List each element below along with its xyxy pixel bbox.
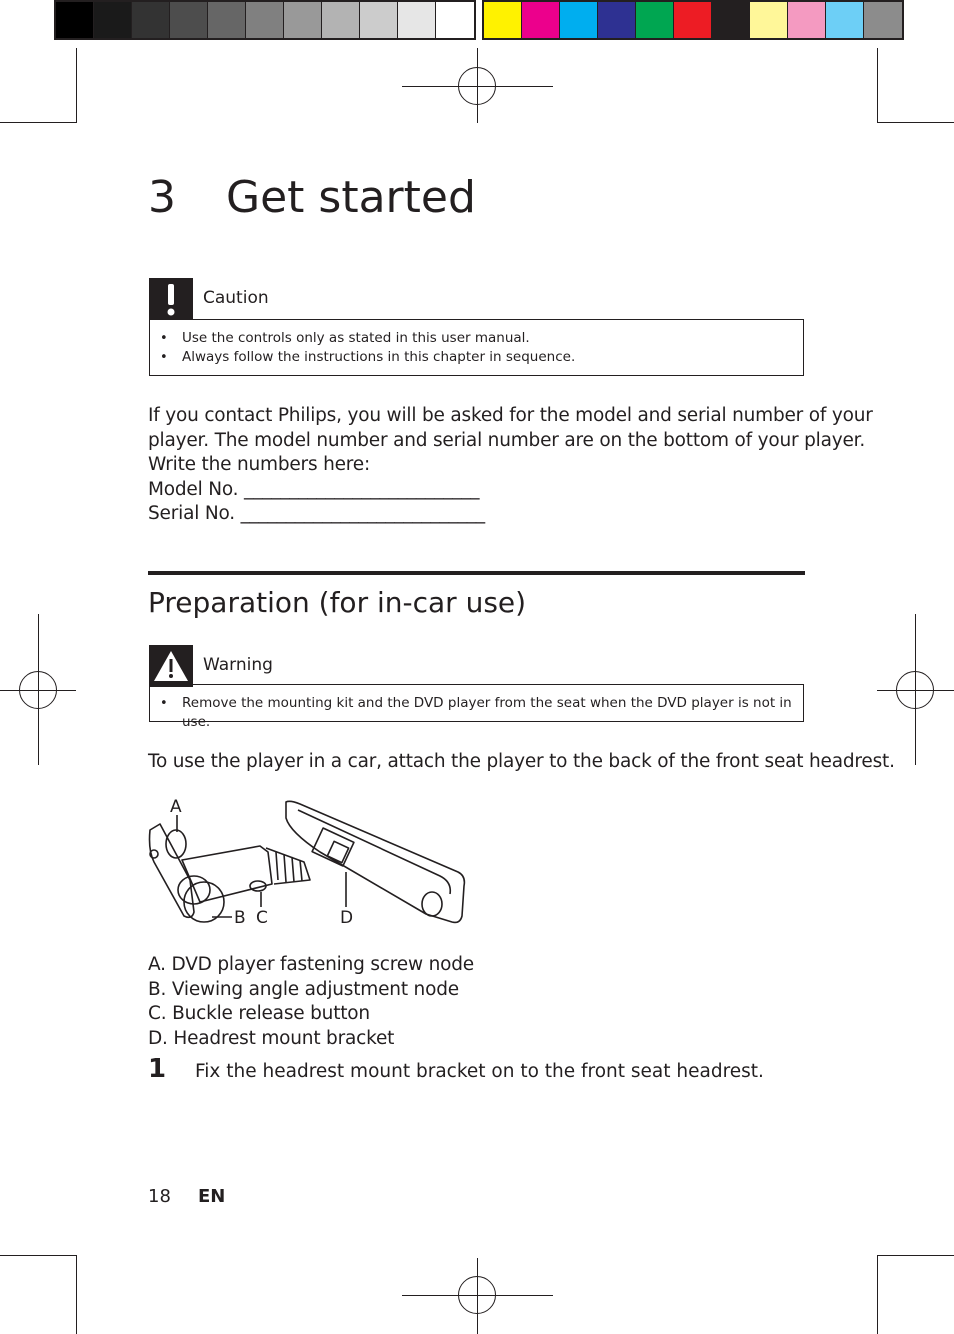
gray-swatch bbox=[436, 2, 474, 38]
exclamation-icon bbox=[149, 278, 193, 320]
gray-swatch bbox=[322, 2, 360, 38]
warning-icon-block bbox=[149, 645, 193, 687]
gray-swatch bbox=[170, 2, 208, 38]
gray-swatch bbox=[56, 2, 94, 38]
crop-mark bbox=[877, 1255, 954, 1256]
gray-swatch bbox=[360, 2, 398, 38]
crop-mark bbox=[877, 122, 954, 123]
crop-mark bbox=[76, 1255, 77, 1334]
callout-d: D bbox=[340, 908, 354, 928]
callout-c: C bbox=[256, 908, 268, 928]
crop-mark bbox=[0, 122, 77, 123]
caution-item: • Always follow the instructions in this chapter in sequence. bbox=[150, 348, 803, 367]
color-swatch bbox=[636, 2, 674, 38]
color-swatch bbox=[522, 2, 560, 38]
color-swatch bbox=[864, 2, 902, 38]
gray-swatch bbox=[398, 2, 436, 38]
callout-a: A bbox=[170, 797, 182, 817]
section-title: Preparation (for in-car use) bbox=[148, 586, 527, 619]
step-number: 1 bbox=[148, 1054, 167, 1084]
headrest-mount-illustration bbox=[140, 790, 480, 940]
registration-mark bbox=[915, 614, 916, 765]
crop-mark bbox=[0, 1255, 77, 1256]
color-swatch bbox=[598, 2, 636, 38]
color-swatch bbox=[826, 2, 864, 38]
arm-connector bbox=[266, 848, 310, 884]
grayscale-calibration-bar bbox=[54, 0, 476, 40]
color-swatch bbox=[712, 2, 750, 38]
legend-item: A. DVD player fastening screw node bbox=[148, 954, 474, 975]
section-rule bbox=[148, 571, 805, 575]
chapter-title: Get started bbox=[226, 172, 476, 223]
step-text: Fix the headrest mount bracket on to the front seat headrest. bbox=[195, 1061, 764, 1082]
caution-icon-block bbox=[149, 278, 193, 320]
intro-paragraph bbox=[148, 404, 873, 527]
crop-mark bbox=[76, 48, 77, 123]
model-number-field: Model No. __________________________ bbox=[148, 478, 480, 500]
intro-line: Write the numbers here: bbox=[148, 454, 371, 475]
intro-line: If you contact Philips, you will be asked for the model and serial number of your bbox=[148, 405, 873, 426]
color-swatch bbox=[484, 2, 522, 38]
viewing-angle-node bbox=[184, 882, 224, 922]
legend-item: D. Headrest mount bracket bbox=[148, 1027, 395, 1049]
gray-swatch bbox=[284, 2, 322, 38]
caution-item: • Use the controls only as stated in this user manual. bbox=[150, 329, 803, 348]
color-swatch bbox=[560, 2, 598, 38]
legend-item: B. Viewing angle adjustment node bbox=[148, 978, 459, 1000]
serial-number-field: Serial No. ___________________________ bbox=[148, 503, 485, 524]
warning-item: • Remove the mounting kit and the DVD player from the seat when the DVD player is not in use. bbox=[150, 694, 803, 732]
gray-swatch bbox=[208, 2, 246, 38]
registration-mark bbox=[477, 48, 478, 123]
crop-mark bbox=[877, 1255, 878, 1334]
headrest-bracket bbox=[286, 801, 464, 922]
registration-mark bbox=[477, 1258, 478, 1334]
gray-swatch bbox=[94, 2, 132, 38]
registration-mark bbox=[38, 614, 39, 765]
caution-label: Caution bbox=[203, 288, 269, 308]
gray-swatch bbox=[246, 2, 284, 38]
color-swatch bbox=[788, 2, 826, 38]
warning-box bbox=[149, 684, 804, 730]
callout-b: B bbox=[234, 908, 246, 928]
figure-legend bbox=[148, 953, 474, 1051]
page-number: 18 bbox=[148, 1186, 171, 1207]
chapter-number: 3 bbox=[148, 172, 176, 223]
warning-triangle-icon bbox=[149, 645, 193, 687]
color-swatch bbox=[750, 2, 788, 38]
mount-arm bbox=[182, 846, 272, 902]
caution-box bbox=[149, 319, 804, 376]
legend-item: C. Buckle release button bbox=[148, 1003, 370, 1024]
instruction-text: To use the player in a car, attach the player to the back of the front seat headrest. bbox=[148, 751, 895, 772]
crop-mark bbox=[877, 48, 878, 123]
language-code: EN bbox=[198, 1186, 226, 1207]
color-calibration-bar bbox=[482, 0, 904, 40]
gray-swatch bbox=[132, 2, 170, 38]
bracket-end-hole bbox=[422, 892, 442, 916]
color-swatch bbox=[674, 2, 712, 38]
warning-label: Warning bbox=[203, 655, 273, 675]
intro-line: player. The model number and serial number are on the bottom of your player. bbox=[148, 429, 866, 451]
